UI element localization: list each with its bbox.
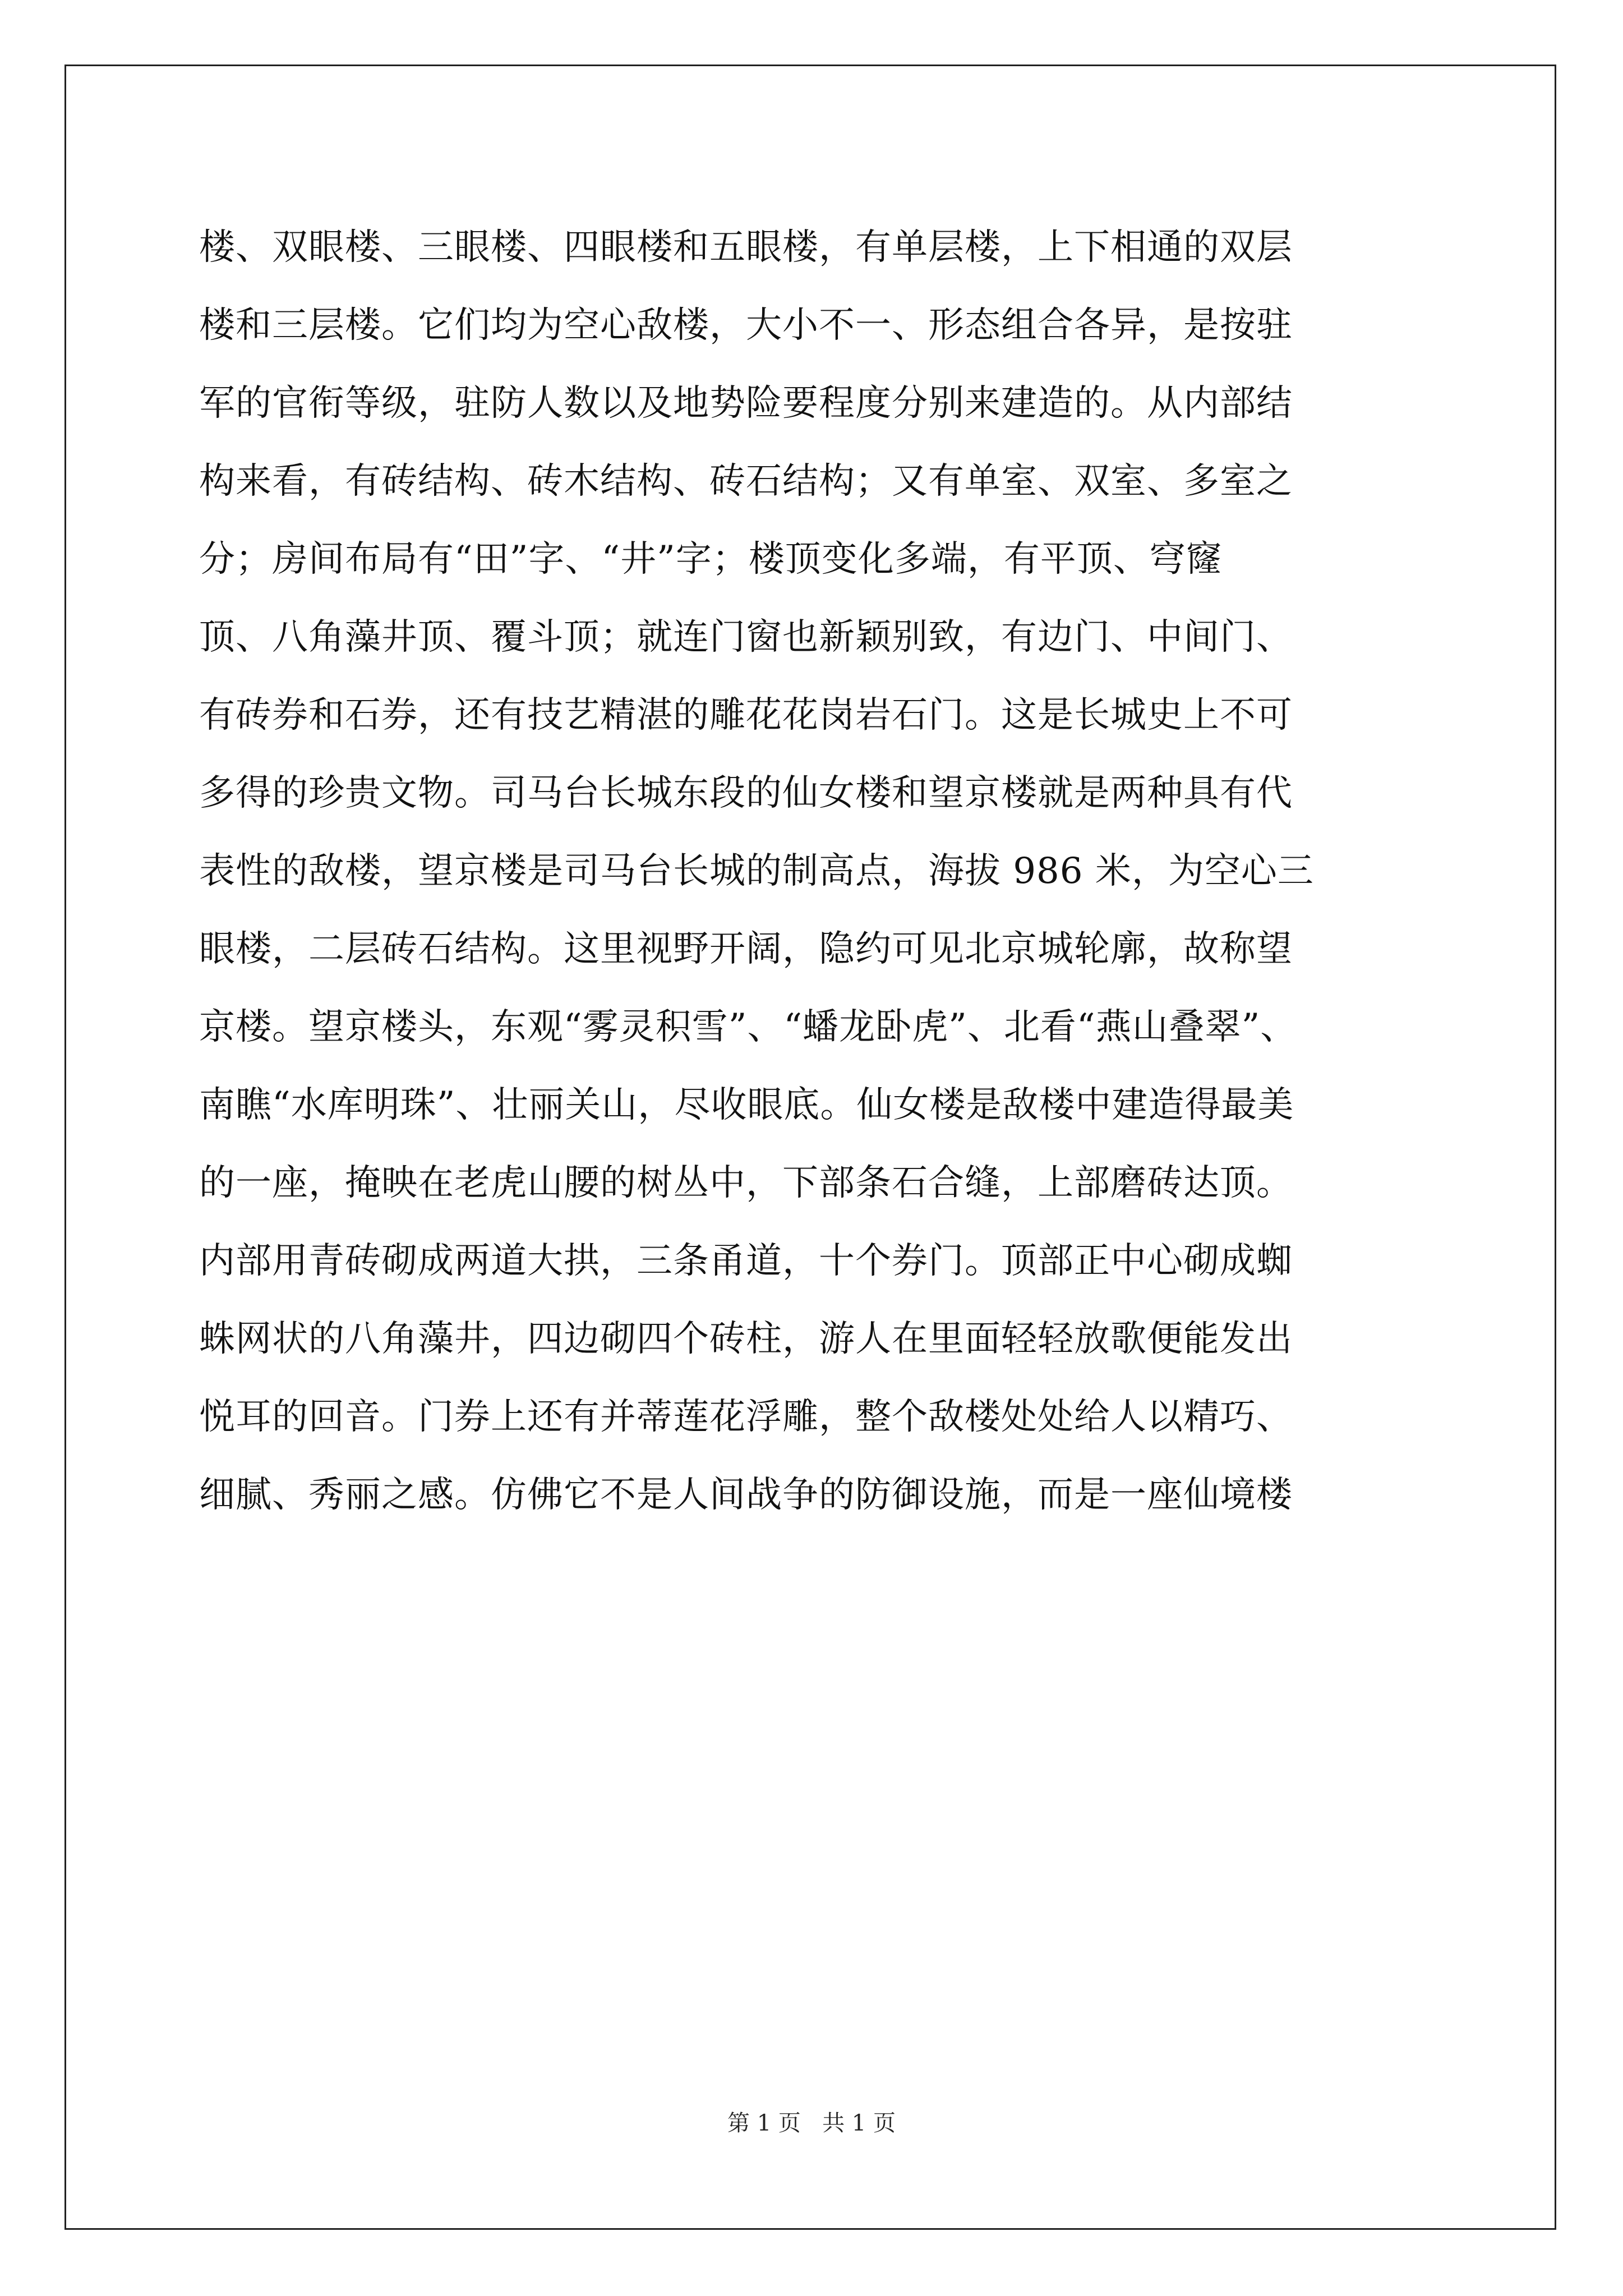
text-line: 构来看，有砖结构、砖木结构、砖石结构；又有单室、双室、多室之: [199, 461, 1293, 502]
text-line: 军的官衔等级，驻防人数以及地势险要程度分别来建造的。从内部结: [199, 383, 1293, 424]
text-line: 细腻、秀丽之感。仿佛它不是人间战争的防御设施，而是一座仙境楼: [199, 1474, 1293, 1516]
text-line: 蛛网状的八角藻井，四边砌四个砖柱，游人在里面轻轻放歌便能发出: [199, 1318, 1293, 1360]
text-line: 南瞧“水库明珠”、壮丽关山，尽收眼底。仙女楼是敌楼中建造得最美: [199, 1084, 1294, 1126]
body-text: [199, 209, 1478, 1534]
text-line: 表性的敌楼，望京楼是司马台长城的制高点，海拔 986 米，为空心三: [199, 850, 1314, 892]
text-line: 京楼。望京楼头，东观“雾灵积雪”、“蟠龙卧虎”、北看“燕山叠翠”、: [199, 1006, 1297, 1048]
text-line: 的一座，掩映在老虎山腰的树丛中，下部条石合缝，上部磨砖达顶。: [199, 1162, 1293, 1204]
text-line: 楼、双眼楼、三眼楼、四眼楼和五眼楼，有单层楼，上下相通的双层: [199, 227, 1293, 268]
text-line: 悦耳的回音。门券上还有并蒂莲花浮雕，整个敌楼处处给人以精巧、: [199, 1396, 1293, 1438]
text-line: 眼楼，二层砖石结构。这里视野开阔，隐约可见北京城轮廓，故称望: [199, 928, 1293, 970]
text-line: 有砖券和石券，还有技艺精湛的雕花花岗岩石门。这是长城史上不可: [199, 694, 1293, 736]
text-line: 内部用青砖砌成两道大拱，三条甬道，十个券门。顶部正中心砌成蜘: [199, 1240, 1293, 1282]
text-line: 顶、八角藻井顶、覆斗顶；就连门窗也新颖别致，有边门、中间门、: [199, 616, 1293, 658]
page-footer: 第 1 页 共 1 页: [727, 2110, 896, 2136]
text-line: 楼和三层楼。它们均为空心敌楼，大小不一、形态组合各异，是按驻: [199, 305, 1293, 346]
text-line: 多得的珍贵文物。司马台长城东段的仙女楼和望京楼就是两种具有代: [199, 772, 1293, 814]
text-line: 分；房间布局有“田”字、“井”字；楼顶变化多端，有平顶、穹窿: [199, 539, 1223, 580]
